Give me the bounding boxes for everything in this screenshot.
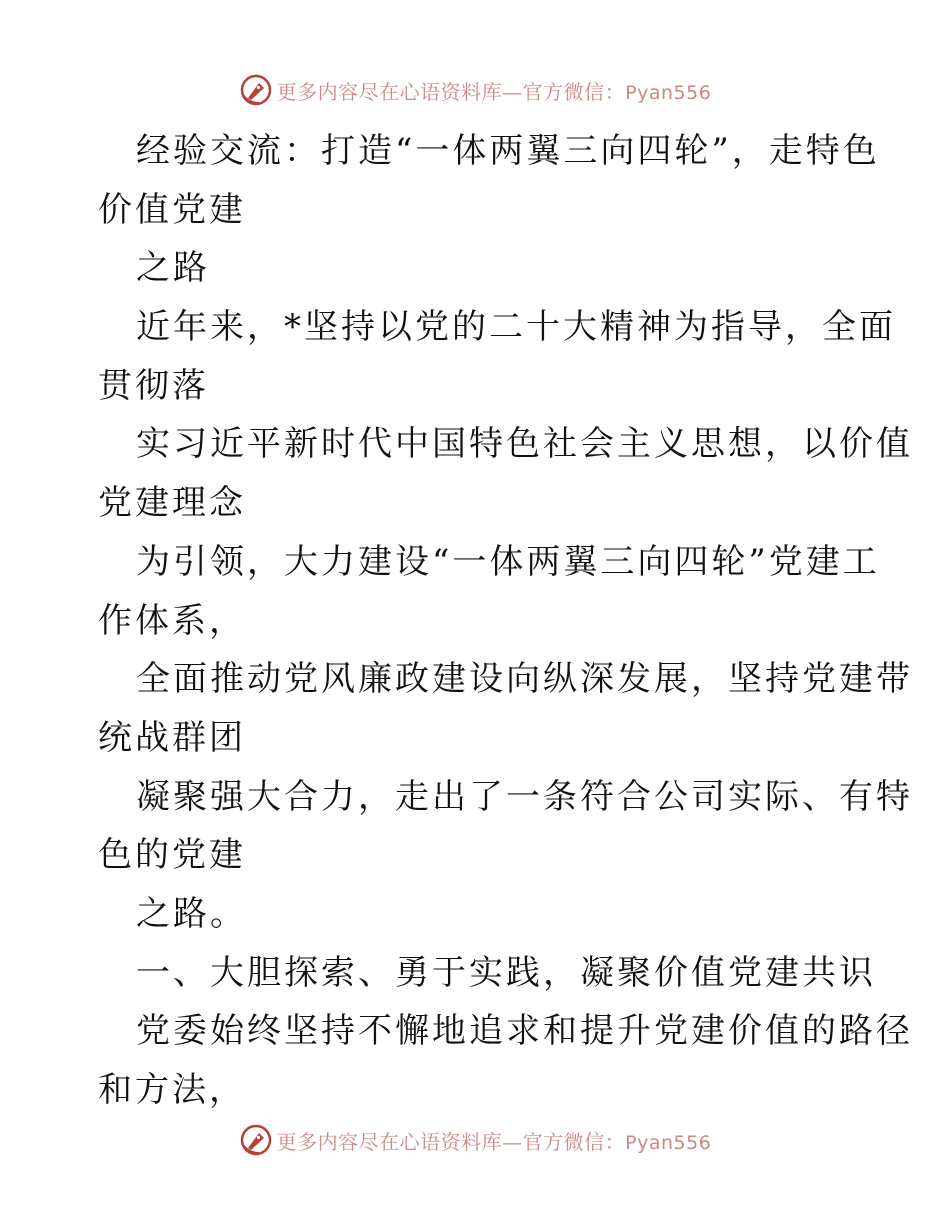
watermark-handle: Pyan556	[625, 1131, 712, 1154]
body-line: 凝聚强大合力，走出了一条符合公司实际、有特	[136, 776, 913, 817]
watermark-handle: Pyan556	[625, 81, 712, 104]
pen-nib-logo-icon	[239, 1123, 273, 1157]
body-line: 全面推动党风廉政建设向纵深发展，坚持党建带	[136, 659, 913, 700]
body-line: 统战群团	[98, 717, 246, 758]
body-line: 作体系，	[98, 600, 246, 641]
body-line: 党委始终坚持不懈地追求和提升党建价值的路径	[136, 1011, 913, 1052]
watermark-text: 更多内容尽在心语资料库—官方微信：Pyan556	[276, 79, 712, 104]
title-line-2: 价值党建	[98, 189, 246, 230]
body-line: 为引领，大力建设“一体两翼三向四轮”党建工	[136, 541, 880, 582]
body-line: 党建理念	[98, 483, 246, 524]
title-line-3: 之路	[136, 248, 210, 289]
title-line-1: 经验交流：打造“一体两翼三向四轮”，走特色	[136, 131, 880, 171]
pen-nib-logo-icon	[239, 73, 273, 107]
document-body	[98, 122, 913, 1120]
watermark-header	[0, 70, 950, 110]
body-line: 和方法，	[98, 1070, 246, 1110]
body-line: 之路。	[136, 893, 247, 934]
watermark-text: 更多内容尽在心语资料库—官方微信：Pyan556	[276, 1129, 712, 1154]
body-line: 色的党建	[98, 835, 246, 876]
watermark-footer	[0, 1120, 950, 1160]
section-heading: 一、大胆探索、勇于实践，凝聚价值党建共识	[136, 952, 876, 993]
body-line: 近年来，*坚持以党的二十大精神为指导，全面	[136, 307, 896, 348]
body-line: 实习近平新时代中国特色社会主义思想，以价值	[136, 424, 913, 465]
body-line: 贯彻落	[98, 365, 209, 406]
